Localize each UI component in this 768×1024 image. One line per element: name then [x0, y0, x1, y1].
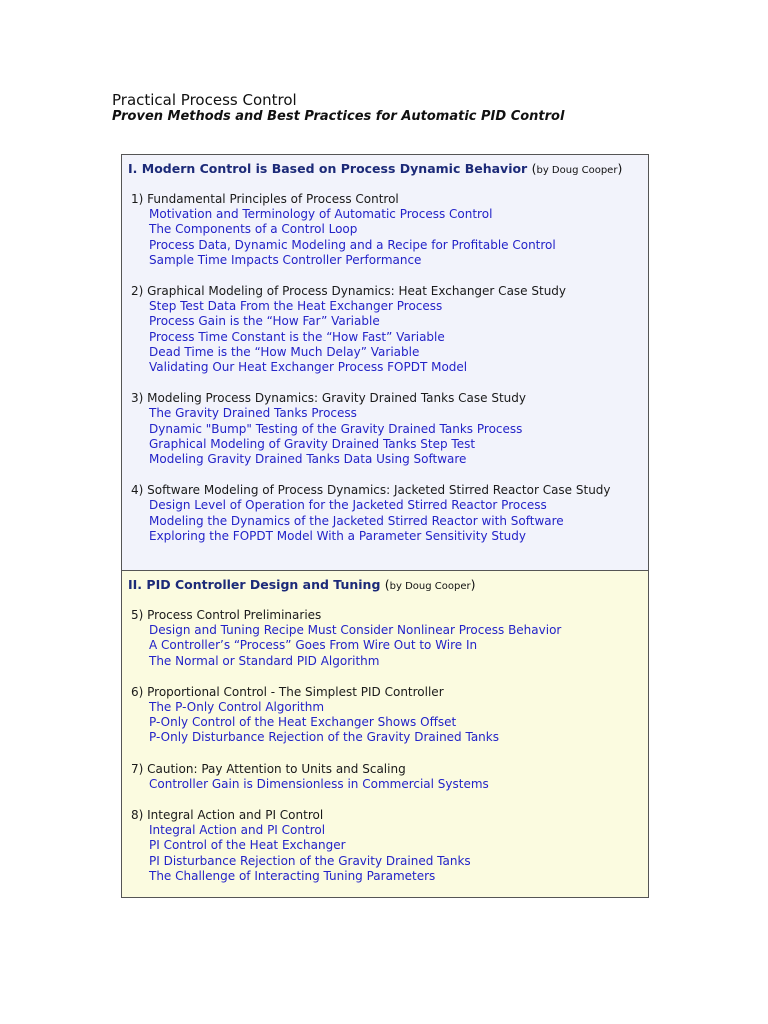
topic-title: 6) Proportional Control - The Simplest PID Controller [131, 684, 444, 699]
article-link[interactable]: The Normal or Standard PID Algorithm [149, 653, 380, 668]
topic-title: 7) Caution: Pay Attention to Units and Scaling [131, 761, 406, 776]
article-link[interactable]: Design and Tuning Recipe Must Consider Nonlinear Process Behavior [149, 623, 562, 638]
article-link[interactable]: PI Control of the Heat Exchanger [149, 838, 346, 853]
topic-title: 3) Modeling Process Dynamics: Gravity Drained Tanks Case Study [131, 391, 526, 406]
article-link[interactable]: Dynamic "Bump" Testing of the Gravity Drained Tanks Process [149, 421, 523, 436]
article-link[interactable]: Controller Gain is Dimensionless in Commercial Systems [149, 776, 489, 791]
article-link[interactable]: Process Time Constant is the “How Fast” Variable [149, 329, 445, 344]
table-of-contents [121, 154, 649, 898]
article-link[interactable]: The Challenge of Interacting Tuning Parameters [149, 868, 436, 883]
section-heading-text: I. Modern Control is Based on Process Dynamic Behavior [128, 161, 528, 176]
topic-group [128, 685, 642, 746]
article-link[interactable]: The Gravity Drained Tanks Process [149, 406, 357, 421]
article-link[interactable]: Dead Time is the “How Much Delay” Variable [149, 344, 420, 359]
author-close-paren: ) [617, 161, 623, 176]
article-link[interactable]: Motivation and Terminology of Automatic Process Control [149, 207, 493, 222]
author-open-paren: ( [531, 161, 537, 176]
article-link[interactable]: Exploring the FOPDT Model With a Parameter Sensitivity Study [149, 528, 527, 543]
article-link[interactable]: P-Only Control of the Heat Exchanger Shows Offset [149, 715, 457, 730]
article-link[interactable]: Design Level of Operation for the Jacketed Stirred Reactor Process [149, 498, 547, 513]
section-author [532, 161, 623, 176]
topic-group [128, 483, 642, 544]
article-link[interactable]: Validating Our Heat Exchanger Process FOPDT Model [149, 360, 468, 375]
topic-group [128, 808, 642, 884]
article-link[interactable]: PI Disturbance Rejection of the Gravity Drained Tanks [149, 853, 471, 868]
article-link[interactable]: Graphical Modeling of Gravity Drained Tanks Step Test [149, 436, 476, 451]
article-link[interactable]: Modeling Gravity Drained Tanks Data Using Software [149, 452, 467, 467]
topic-title: 1) Fundamental Principles of Process Control [131, 192, 399, 206]
article-link[interactable]: The Components of a Control Loop [149, 222, 358, 237]
section-pid-design [122, 571, 648, 897]
author-open-paren: ( [384, 577, 390, 592]
section-heading [128, 577, 642, 594]
article-link[interactable]: The P-Only Control Algorithm [149, 700, 325, 715]
topic-title: 5) Process Control Preliminaries [131, 608, 322, 622]
topic-group [128, 284, 642, 375]
author-close-paren: ) [470, 577, 476, 592]
topic-title: 4) Software Modeling of Process Dynamics: Jacketed Stirred Reactor Case Study [131, 483, 611, 498]
article-link[interactable]: A Controller’s “Process” Goes From Wire Out to Wire In [149, 638, 478, 653]
section-heading-text: II. PID Controller Design and Tuning [128, 577, 381, 592]
page-subtitle: Proven Methods and Best Practices for Automatic PID Control [112, 109, 565, 124]
topic-group [128, 762, 642, 792]
topic-group [128, 192, 642, 268]
page-title: Practical Process Control [112, 91, 297, 109]
topic-group [128, 608, 642, 669]
author-name: by Doug Cooper [389, 581, 471, 592]
article-link[interactable]: Modeling the Dynamics of the Jacketed Stirred Reactor with Software [149, 513, 564, 528]
article-link[interactable]: Integral Action and PI Control [149, 823, 326, 838]
section-author [385, 577, 476, 592]
topic-title: 8) Integral Action and PI Control [131, 808, 324, 823]
article-link[interactable]: Step Test Data From the Heat Exchanger Process [149, 299, 443, 314]
article-link[interactable]: P-Only Disturbance Rejection of the Gravity Drained Tanks [149, 730, 499, 745]
section-modern-control [122, 155, 648, 571]
topic-title: 2) Graphical Modeling of Process Dynamics: Heat Exchanger Case Study [131, 284, 567, 299]
document-header [112, 91, 564, 125]
topic-group [128, 391, 642, 467]
article-link[interactable]: Process Gain is the “How Far” Variable [149, 314, 380, 329]
section-heading [128, 161, 642, 178]
article-link[interactable]: Sample Time Impacts Controller Performance [149, 252, 422, 267]
author-name: by Doug Cooper [536, 165, 618, 176]
article-link[interactable]: Process Data, Dynamic Modeling and a Recipe for Profitable Control [149, 237, 556, 252]
